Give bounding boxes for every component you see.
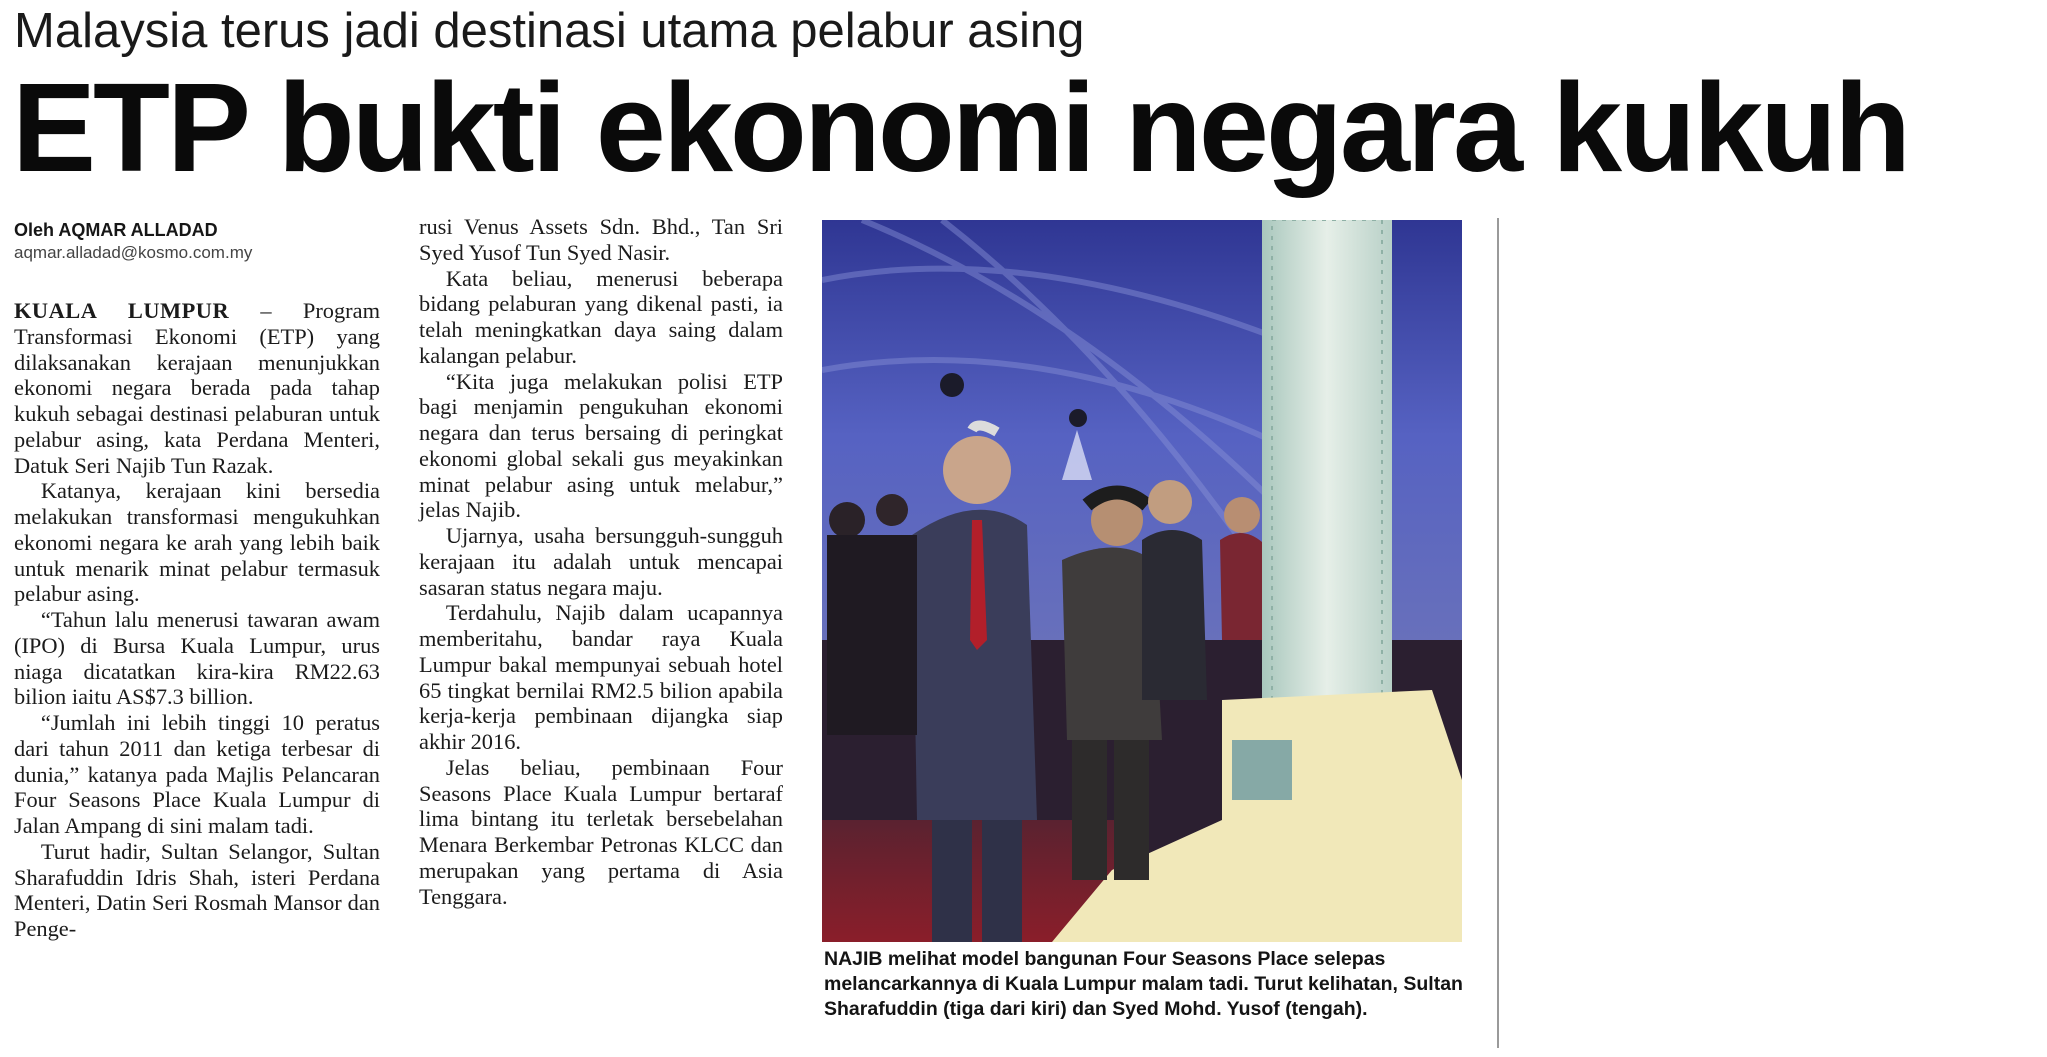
dateline: KUALA LUMPUR xyxy=(14,298,230,323)
lead-paragraph xyxy=(14,298,380,478)
model-block xyxy=(1232,740,1292,800)
continuation-paragraph: rusi Venus Assets Sdn. Bhd., Tan Sri Syed Yusof Tun Syed Nasir. xyxy=(419,214,783,265)
lead-text: – Program Transformasi Ekonomi (ETP) yang dilaksanakan kerajaan menunjukkan ekonomi negara berada pada tahap kukuh sebagai destinasi pelaburan untuk pelabur asing, kata Perdana Menteri, Datuk Seri Najib Tun Razak. xyxy=(14,298,380,478)
photo-caption: NAJIB melihat model bangunan Four Seasons Place selepas melancarkannya di Kuala Lumpur malam tadi. Turut kelihatan, Sultan Sharafuddin (tiga dari kiri) dan Syed Mohd. Yusof (tengah). xyxy=(824,948,1463,1020)
byline-author: Oleh AQMAR ALLADAD xyxy=(14,220,218,240)
news-photo xyxy=(822,220,1462,942)
paragraph: Turut hadir, Sultan Selangor, Sultan Sharafuddin Idris Shah, isteri Perdana Menteri, Datin Seri Rosmah Mansor dan Penge- xyxy=(14,838,380,941)
paragraph: “Kita juga melakukan polisi ETP bagi menjamin pengukuhan ekonomi negara dan terus bersaing di peringkat ekonomi global sekali gus meyakinkan minat pelabur asing untuk melabur,” jelas Najib. xyxy=(419,368,783,523)
paragraph: “Tahun lalu menerusi tawaran awam (IPO) di Bursa Kuala Lumpur, urus niaga dicatatkan kira-kira RM22.63 bilion iaitu AS$7.3 billion. xyxy=(14,607,380,710)
tower-model xyxy=(1262,220,1392,740)
paragraph: Terdahulu, Najib dalam ucapannya memberitahu, bandar raya Kuala Lumpur bakal mempunyai sebuah hotel 65 tingkat bernilai RM2.5 bilion apabila kerja-kerja pembinaan dijangka siap akhir 2016. xyxy=(419,600,783,754)
spotlight xyxy=(1069,409,1087,427)
paragraph: Kata beliau, menerusi beberapa bidang pelaburan yang dikenal pasti, ia telah meningkatkan daya saing dalam kalangan pelabur. xyxy=(419,265,783,368)
photo-illustration xyxy=(822,220,1462,942)
byline xyxy=(14,218,394,264)
column-rule xyxy=(1497,218,1499,1048)
spotlight xyxy=(940,373,964,397)
headline: ETP bukti ekonomi negara kukuh xyxy=(12,57,1909,198)
paragraph: “Jumlah ini lebih tinggi 10 peratus dari tahun 2011 dan ketiga terbesar di dunia,” katanya pada Majlis Pelancaran Four Seasons Place Kuala Lumpur di Jalan Ampang di sini malam tadi. xyxy=(14,710,380,838)
column-1 xyxy=(14,298,380,942)
byline-email: aqmar.alladad@kosmo.com.my xyxy=(14,243,253,262)
paragraph: Katanya, kerajaan kini bersedia melakukan transformasi mengukuhkan ekonomi negara ke arah yang lebih baik untuk menarik minat pelabur termasuk pelabur asing. xyxy=(14,478,380,607)
paragraph: Ujarnya, usaha bersungguh-sungguh kerajaan itu adalah untuk mencapai sasaran status negara maju. xyxy=(419,523,783,600)
paragraph: Jelas beliau, pembinaan Four Seasons Place Kuala Lumpur bertaraf lima bintang itu terletak bersebelahan Menara Berkembar Petronas KLCC dan merupakan yang pertama di Asia Tenggara. xyxy=(419,754,783,909)
kicker: Malaysia terus jadi destinasi utama pelabur asing xyxy=(14,4,1085,58)
column-2 xyxy=(419,214,783,909)
person-woman xyxy=(1220,497,1262,640)
